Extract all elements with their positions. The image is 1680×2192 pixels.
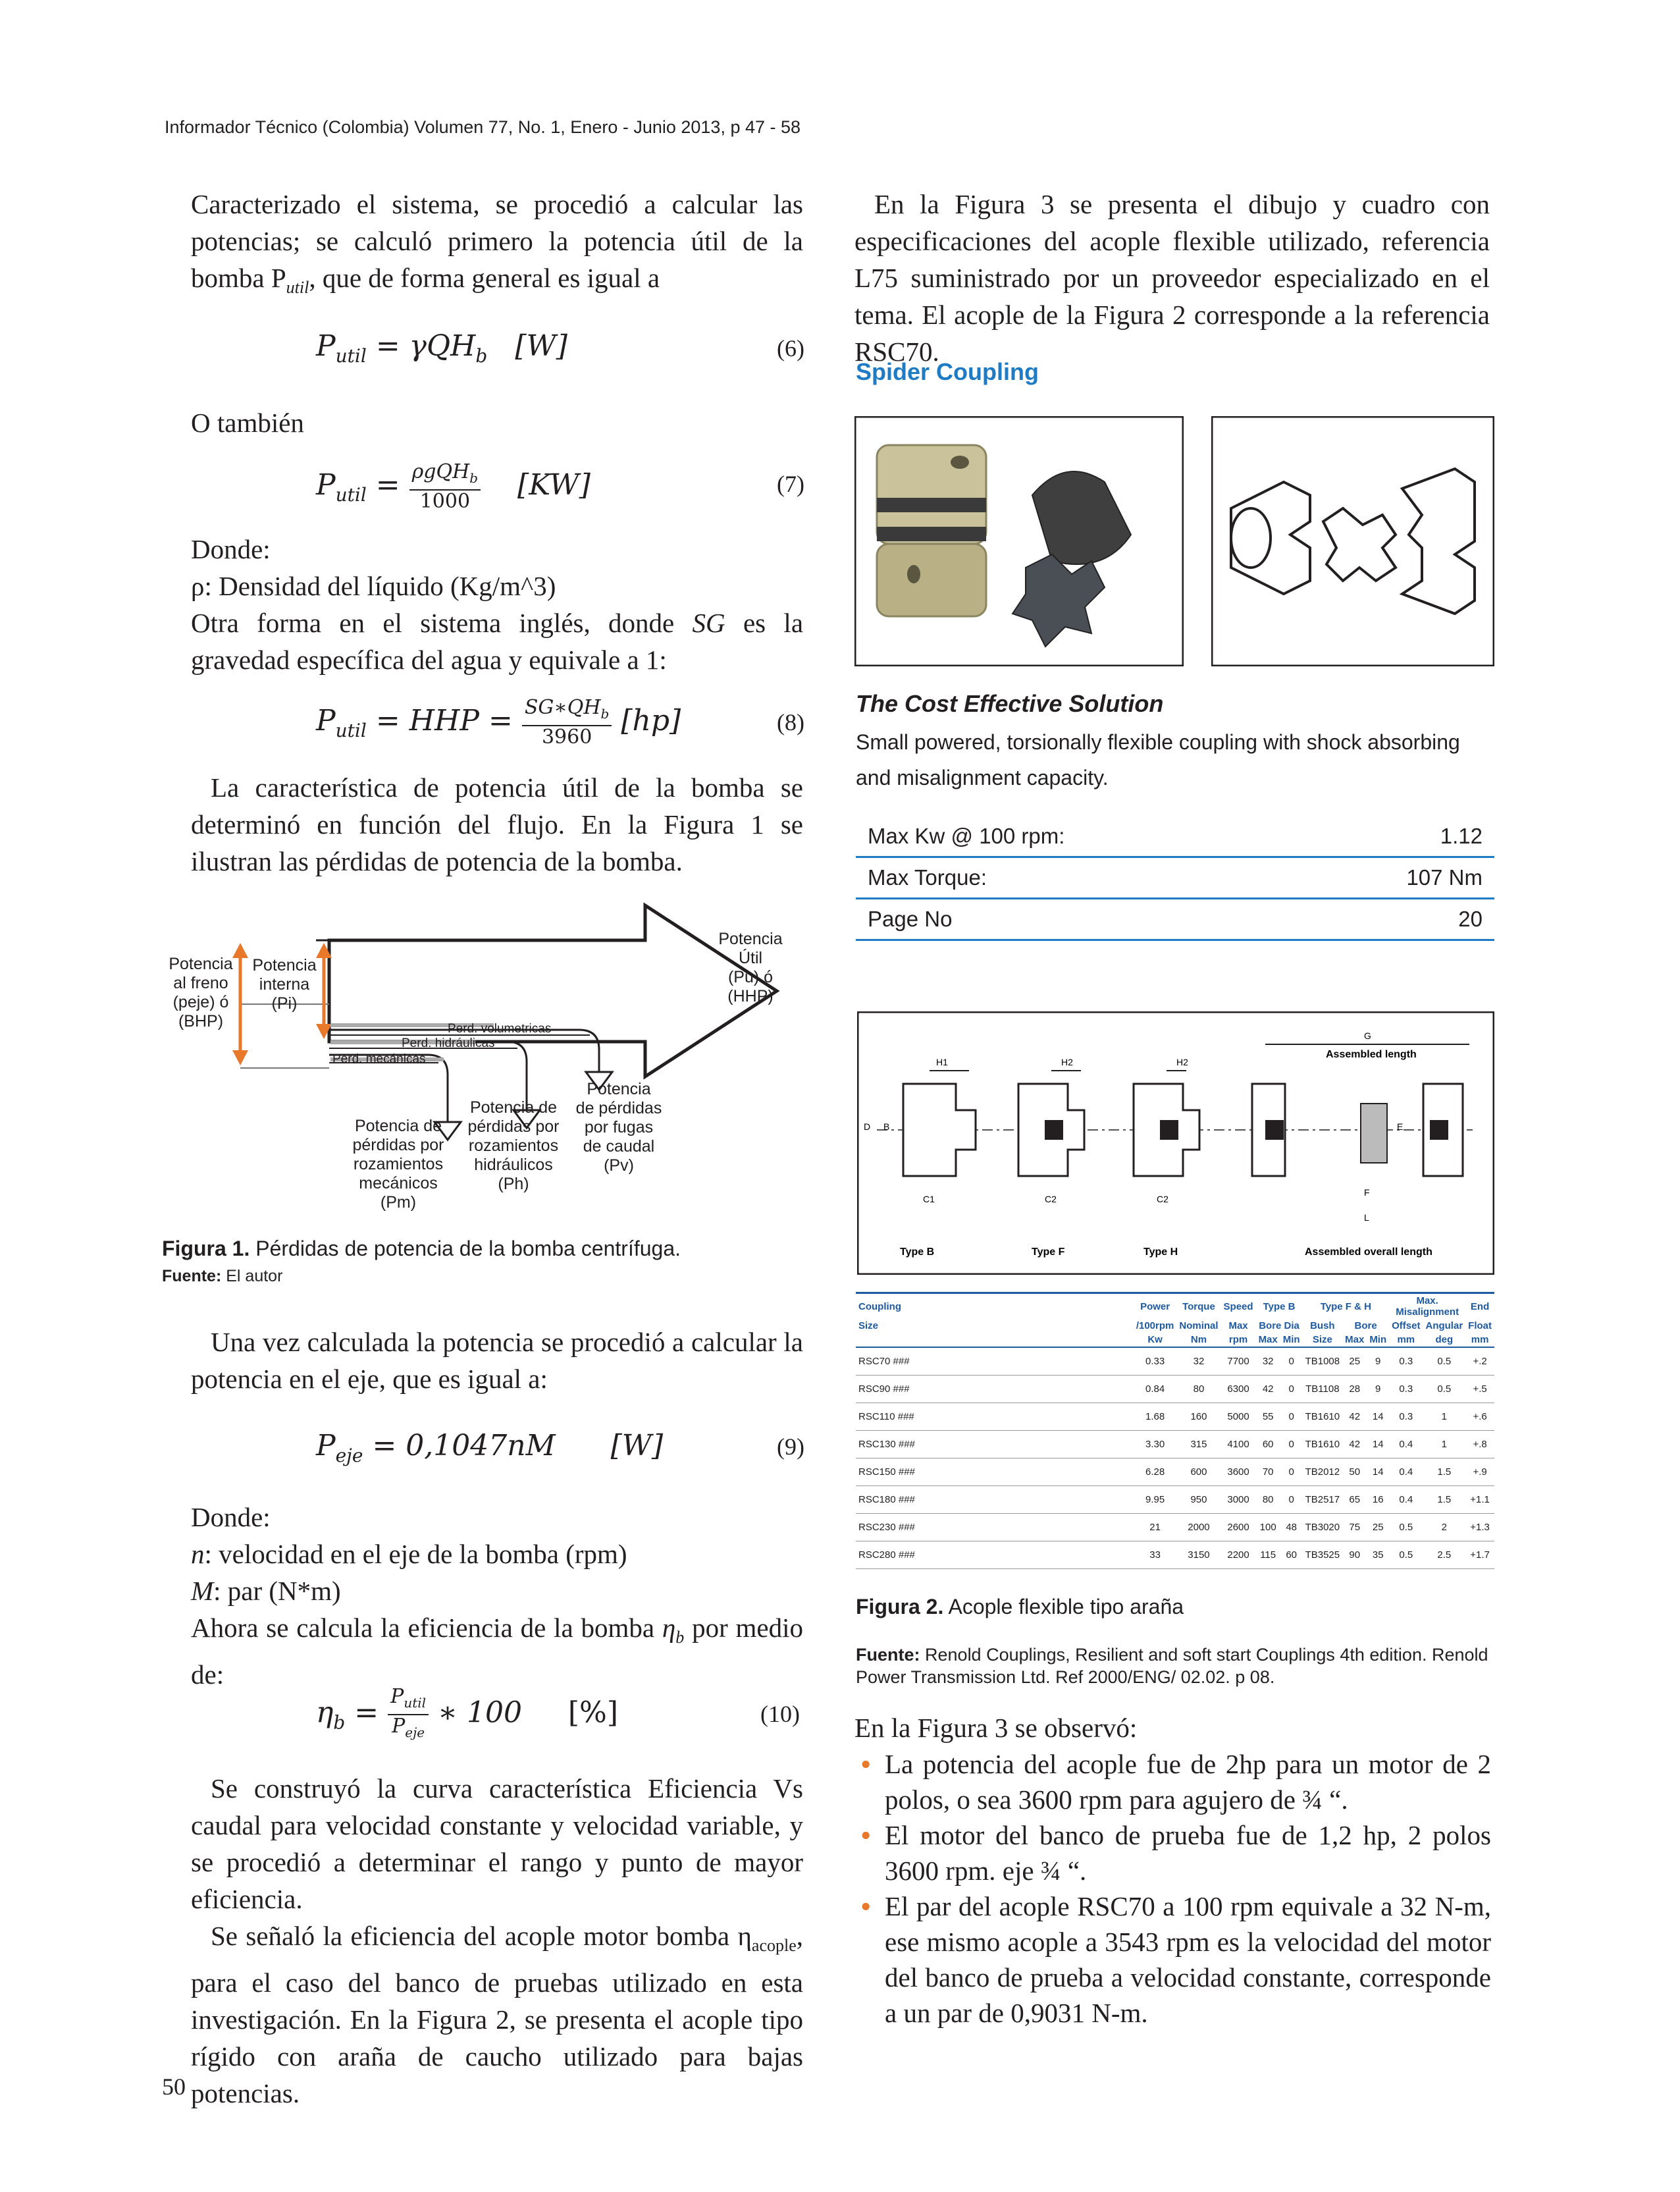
table-cell: +1.1 xyxy=(1465,1486,1494,1514)
table-cell: 600 xyxy=(1176,1458,1221,1486)
table-cell: 950 xyxy=(1176,1486,1221,1514)
figure1-caption: Figura 1. Pérdidas de potencia de la bomba centrífuga. xyxy=(162,1237,681,1260)
table-cell: 60 xyxy=(1280,1541,1303,1569)
table-cell: 9 xyxy=(1367,1376,1389,1403)
table-cell: 0.4 xyxy=(1389,1431,1423,1458)
table-cell: TB1610 xyxy=(1303,1431,1343,1458)
cost-text: Small powered, torsionally flexible coupling with shock absorbing and misalignment capacity. xyxy=(856,730,1460,789)
coupling-drawing xyxy=(1211,416,1494,666)
table-cell: 42 xyxy=(1256,1376,1280,1403)
spec-table xyxy=(856,816,1494,941)
table-cell: RSC180 ### xyxy=(856,1486,1134,1514)
table-cell: 14 xyxy=(1367,1458,1389,1486)
equation-6: $P_{util} = \gamma QH_b$ [W] xyxy=(316,329,567,367)
paragraph-intro: Caracterizado el sistema, se procedió a calcular las potencias; se calculó primero la potencia útil de la bomba $P_{util}$, que de forma general es igual a xyxy=(191,189,803,298)
table-cell: 9.95 xyxy=(1134,1486,1177,1514)
table-cell: 2000 xyxy=(1176,1514,1221,1541)
table-cell: 33 xyxy=(1134,1541,1177,1569)
table-cell: 1.5 xyxy=(1423,1458,1465,1486)
label-f: F xyxy=(1364,1187,1370,1198)
table-cell: 7700 xyxy=(1221,1347,1256,1376)
list-item: • El motor del banco de prueba fue de 1,2 hp, 2 polos 3600 rpm. eje ¾ “. xyxy=(856,1817,1491,1888)
table-cell: 42 xyxy=(1342,1431,1367,1458)
equation-10: $\eta_b$ = $\frac{P_{util}}{P_{eje}}$ ∗ 100 [%] xyxy=(316,1685,619,1740)
label-type-f: Type F xyxy=(1032,1246,1065,1258)
table-row xyxy=(856,1514,1494,1541)
table-cell: 6.28 xyxy=(1134,1458,1177,1486)
table-cell: 0.3 xyxy=(1389,1376,1423,1403)
equation-6-number: (6) xyxy=(777,335,804,361)
label-vol-losses: Perd. volumetricas xyxy=(448,1022,552,1036)
table-cell: 28 xyxy=(1342,1376,1367,1403)
label-assembled-length: Assembled length xyxy=(1326,1049,1417,1060)
label-h2b: H2 xyxy=(1176,1057,1188,1067)
table-cell: 2200 xyxy=(1221,1541,1256,1569)
label-c1: C1 xyxy=(923,1194,935,1204)
svg-text:B: B xyxy=(883,1121,890,1132)
label-h1: H1 xyxy=(936,1057,948,1067)
table-cell: RSC130 ### xyxy=(856,1431,1134,1458)
equation-7-number: (7) xyxy=(777,471,804,497)
table-cell: 2600 xyxy=(1221,1514,1256,1541)
table-cell: 0 xyxy=(1280,1376,1303,1403)
spec-row: Max Kw @ 100 rpm: 1.12 xyxy=(856,816,1494,858)
observed-list xyxy=(856,1746,1491,2031)
table-cell: 0.3 xyxy=(1389,1403,1423,1431)
label-type-h: Type H xyxy=(1143,1246,1178,1258)
table-cell: 4100 xyxy=(1221,1431,1256,1458)
figure2-caption: Figura 2. Acople flexible tipo araña xyxy=(856,1595,1184,1618)
label-c2b: C2 xyxy=(1157,1194,1168,1204)
table-row xyxy=(856,1403,1494,1431)
o-tambien: O también xyxy=(191,408,304,438)
table-cell: 0 xyxy=(1280,1431,1303,1458)
table-cell: 0.3 xyxy=(1389,1347,1423,1376)
label-useful-power: Potencia Útil (Pu) ó (HHP) xyxy=(718,930,783,1005)
table-cell: 0 xyxy=(1280,1403,1303,1431)
table-cell: +.9 xyxy=(1465,1458,1494,1486)
table-cell: RSC70 ### xyxy=(856,1347,1134,1376)
table-cell: 16 xyxy=(1367,1486,1389,1514)
table-cell: 0.84 xyxy=(1134,1376,1177,1403)
table-cell: 25 xyxy=(1367,1514,1389,1541)
table-cell: TB3525 xyxy=(1303,1541,1343,1569)
table-cell: +1.7 xyxy=(1465,1541,1494,1569)
table-cell: 65 xyxy=(1342,1486,1367,1514)
equation-10-number: (10) xyxy=(760,1701,800,1727)
table-cell: 1 xyxy=(1423,1403,1465,1431)
table-cell: 9 xyxy=(1367,1347,1389,1376)
table-cell: 32 xyxy=(1256,1347,1280,1376)
table-cell: 1 xyxy=(1423,1431,1465,1458)
equation-7: $P_{util}$ = $\frac{\rho gQH_b}{1000}$ [KW] xyxy=(316,460,591,513)
list-item: • La potencia del acople fue de 2hp para un motor de 2 polos, o sea 3600 rpm para agujero de ¾ “. xyxy=(856,1746,1491,1817)
table-row xyxy=(856,1541,1494,1569)
table-cell: +.6 xyxy=(1465,1403,1494,1431)
table-cell: 0.4 xyxy=(1389,1458,1423,1486)
label-e: E xyxy=(1397,1121,1404,1132)
table-cell: 3.30 xyxy=(1134,1431,1177,1458)
list-item: • El par del acople RSC70 a 100 rpm equivale a 32 N-m, ese mismo acople a 3543 rpm es la velocidad del motor del banco de prueba a velocidad constante, corresponde a un par de 0,9031 N-m. xyxy=(856,1888,1491,2031)
label-c2a: C2 xyxy=(1045,1194,1057,1204)
table-cell: +1.3 xyxy=(1465,1514,1494,1541)
table-cell: +.8 xyxy=(1465,1431,1494,1458)
label-l: L xyxy=(1364,1212,1369,1223)
table-row xyxy=(856,1376,1494,1403)
equation-9: $P_{eje} = 0,1047nM$ [W] xyxy=(316,1429,664,1466)
label-pv: Potencia de pérdidas por fugas de caudal (Pv) xyxy=(575,1080,662,1175)
table-row xyxy=(856,1458,1494,1486)
table-cell: 1.68 xyxy=(1134,1403,1177,1431)
table-cell: +.5 xyxy=(1465,1376,1494,1403)
table-cell: 6300 xyxy=(1221,1376,1256,1403)
table-cell: 25 xyxy=(1342,1347,1367,1376)
paragraph-figure3-intro: En la Figura 3 se presenta el dibujo y cuadro con especificaciones del acople flexible utilizado, referencia L75 suministrado por un proveedor especializado en el tema. El acople de la Figura 2 corresponde a la referencia RSC70. xyxy=(854,189,1490,367)
label-g: G xyxy=(1364,1030,1371,1041)
table-cell: 21 xyxy=(1134,1514,1177,1541)
table-cell: 0.5 xyxy=(1389,1514,1423,1541)
table-cell: 115 xyxy=(1256,1541,1280,1569)
table-cell: 3600 xyxy=(1221,1458,1256,1486)
figure1-source: Fuente: El autor xyxy=(162,1267,283,1285)
table-cell: RSC230 ### xyxy=(856,1514,1134,1541)
label-hyd-losses: Perd. hidráulicas xyxy=(402,1036,495,1050)
table-cell: 80 xyxy=(1176,1376,1221,1403)
spider-coupling-title: Spider Coupling xyxy=(856,358,1039,385)
table-cell: 1.5 xyxy=(1423,1486,1465,1514)
table-cell: 5000 xyxy=(1221,1403,1256,1431)
table-cell: 100 xyxy=(1256,1514,1280,1541)
table-cell: RSC280 ### xyxy=(856,1541,1134,1569)
table-cell: TB2012 xyxy=(1303,1458,1343,1486)
table-cell: 80 xyxy=(1256,1486,1280,1514)
equation-8: $P_{util}$ = HHP = $\frac{SG∗QH_b}{3960}$ [hp] xyxy=(316,696,681,749)
paragraph-efficiency-curve: Se construyó la curva característica Eficiencia Vs caudal para velocidad constante y velocidad variable, y se procedió a determinar el rango y punto de mayor eficiencia. Se señaló la eficiencia del acople motor bomba $\eta_{acople}$, para el caso del banco de pruebas utilizado en esta investigación. En la Figura 2, se presenta el acople tipo rígido con araña de caucho utilizado para bajas potencias. xyxy=(191,1773,803,2109)
table-cell: RSC110 ### xyxy=(856,1403,1134,1431)
table-row xyxy=(856,1486,1494,1514)
table-cell: 0 xyxy=(1280,1486,1303,1514)
table-cell: 2.5 xyxy=(1423,1541,1465,1569)
paragraph-shaft-power: Una vez calculada la potencia se procedió a calcular la potencia en el eje, que es igual a: xyxy=(191,1327,803,1394)
spec-row: Page No 20 xyxy=(856,899,1494,941)
label-mech-losses: Perd. mecánicas xyxy=(332,1052,426,1066)
cost-title: The Cost Effective Solution xyxy=(856,690,1164,717)
table-cell: 55 xyxy=(1256,1403,1280,1431)
coupling-data-table: Coupling Power Torque Speed Type B Type F & H Max. Misalignment End Size /100rpm Nominal Max Bore Dia Bush Bore Offset Angular Float Kw Nm rpm Max Min Size Max Min mm deg mm RSC70 ### 0.33 32 7700 32 0 TB1008 25 9 0.3 0.5 +.2 RSC90 ### 0.84 80 6300 42 0 TB1108 28 9 0.3 0.5 +.5 RSC110 ### 1.68 160 5000 55 0 TB1610 42 14 0.3 1 +.6 RSC130 ### 3.30 315 4100 60 0 TB1610 42 14 0.4 1 +.8 RSC150 ### 6.28 600 3600 70 0 TB2012 50 14 0.4 1.5 +.9 RSC180 ### 9.95 950 3000 80 0 TB2517 65 16 0.4 1.5 +1.1 RSC230 ### 21 2000 2600 100 48 TB3020 75 25 0.5 2 +1.3 RSC280 ### 33 3150 2200 115 60 TB3525 90 35 0.5 2.5 +1.7 xyxy=(856,1292,1494,1569)
definitions-block-1: Donde: ρ: Densidad del líquido (Kg/m^3) Otra forma en el sistema inglés, donde SG es la gravedad específica del agua y equivale a 1: xyxy=(191,534,804,675)
spec-row: Max Torque: 107 Nm xyxy=(856,858,1494,899)
table-cell: 70 xyxy=(1256,1458,1280,1486)
coupling-photo xyxy=(854,416,1184,666)
table-cell: 0 xyxy=(1280,1347,1303,1376)
table-cell: 160 xyxy=(1176,1403,1221,1431)
label-pm: Potencia de pérdidas por rozamientos mecánicos (Pm) xyxy=(352,1117,444,1212)
coupling-hub-bottom xyxy=(877,544,986,616)
table-row xyxy=(856,1431,1494,1458)
label-type-b: Type B xyxy=(900,1246,935,1258)
label-brake-power: Potencia al freno (peje) ó (BHP) xyxy=(169,955,233,1030)
journal-header: Informador Técnico (Colombia) Volumen 77, No. 1, Enero - Junio 2013, p 47 - 58 xyxy=(165,117,801,137)
table-cell: 0.33 xyxy=(1134,1347,1177,1376)
table-cell: 42 xyxy=(1342,1403,1367,1431)
label-h2a: H2 xyxy=(1061,1057,1073,1067)
table-cell: 14 xyxy=(1367,1403,1389,1431)
table-cell: TB2517 xyxy=(1303,1486,1343,1514)
table-cell: 0 xyxy=(1280,1458,1303,1486)
label-overall: Assembled overall length xyxy=(1305,1246,1432,1258)
table-cell: 0.5 xyxy=(1423,1376,1465,1403)
figure2-source: Fuente: Renold Couplings, Resilient and soft start Couplings 4th edition. Renold Power Transmission Ltd. Ref 2000/ENG/ 02.02. p 08. xyxy=(856,1645,1488,1687)
table-cell: 48 xyxy=(1280,1514,1303,1541)
page-number: 50 xyxy=(162,2073,186,2100)
table-cell: RSC90 ### xyxy=(856,1376,1134,1403)
table-cell: RSC150 ### xyxy=(856,1458,1134,1486)
table-cell: 315 xyxy=(1176,1431,1221,1458)
table-cell: 0.5 xyxy=(1389,1541,1423,1569)
paragraph-figure1-intro: La característica de potencia útil de la bomba se determinó en función del flujo. En la Figura 1 se ilustran las pérdidas de potencia de la bomba. xyxy=(191,772,803,876)
table-cell: TB1008 xyxy=(1303,1347,1343,1376)
table-cell: 14 xyxy=(1367,1431,1389,1458)
label-ph: Potencia de pérdidas por rozamientos hidráulicos (Ph) xyxy=(467,1098,560,1193)
table-cell: TB3020 xyxy=(1303,1514,1343,1541)
table-cell: 90 xyxy=(1342,1541,1367,1569)
table-cell: 50 xyxy=(1342,1458,1367,1486)
table-cell: 0.4 xyxy=(1389,1486,1423,1514)
table-cell: 60 xyxy=(1256,1431,1280,1458)
table-cell: 75 xyxy=(1342,1514,1367,1541)
technical-drawing xyxy=(857,1011,1494,1275)
observed-intro: En la Figura 3 se observó: xyxy=(854,1713,1138,1743)
table-cell: 35 xyxy=(1367,1541,1389,1569)
table-cell: 3000 xyxy=(1221,1486,1256,1514)
definitions-block-2: Donde: n: velocidad en el eje de la bomba (rpm) M: par (N*m) Ahora se calcula la eficiencia de la bomba $\eta_b$ por medio de: xyxy=(191,1502,804,1690)
table-row xyxy=(856,1347,1494,1376)
label-internal-power: Potencia interna (Pi) xyxy=(252,956,317,1013)
table-cell: TB1610 xyxy=(1303,1403,1343,1431)
table-cell: 3150 xyxy=(1176,1541,1221,1569)
equation-9-number: (9) xyxy=(777,1433,804,1460)
equation-8-number: (8) xyxy=(777,709,804,735)
table-cell: +.2 xyxy=(1465,1347,1494,1376)
table-cell: 0.5 xyxy=(1423,1347,1465,1376)
table-cell: 2 xyxy=(1423,1514,1465,1541)
label-d: D xyxy=(864,1121,871,1132)
table-cell: 32 xyxy=(1176,1347,1221,1376)
table-cell: TB1108 xyxy=(1303,1376,1343,1403)
